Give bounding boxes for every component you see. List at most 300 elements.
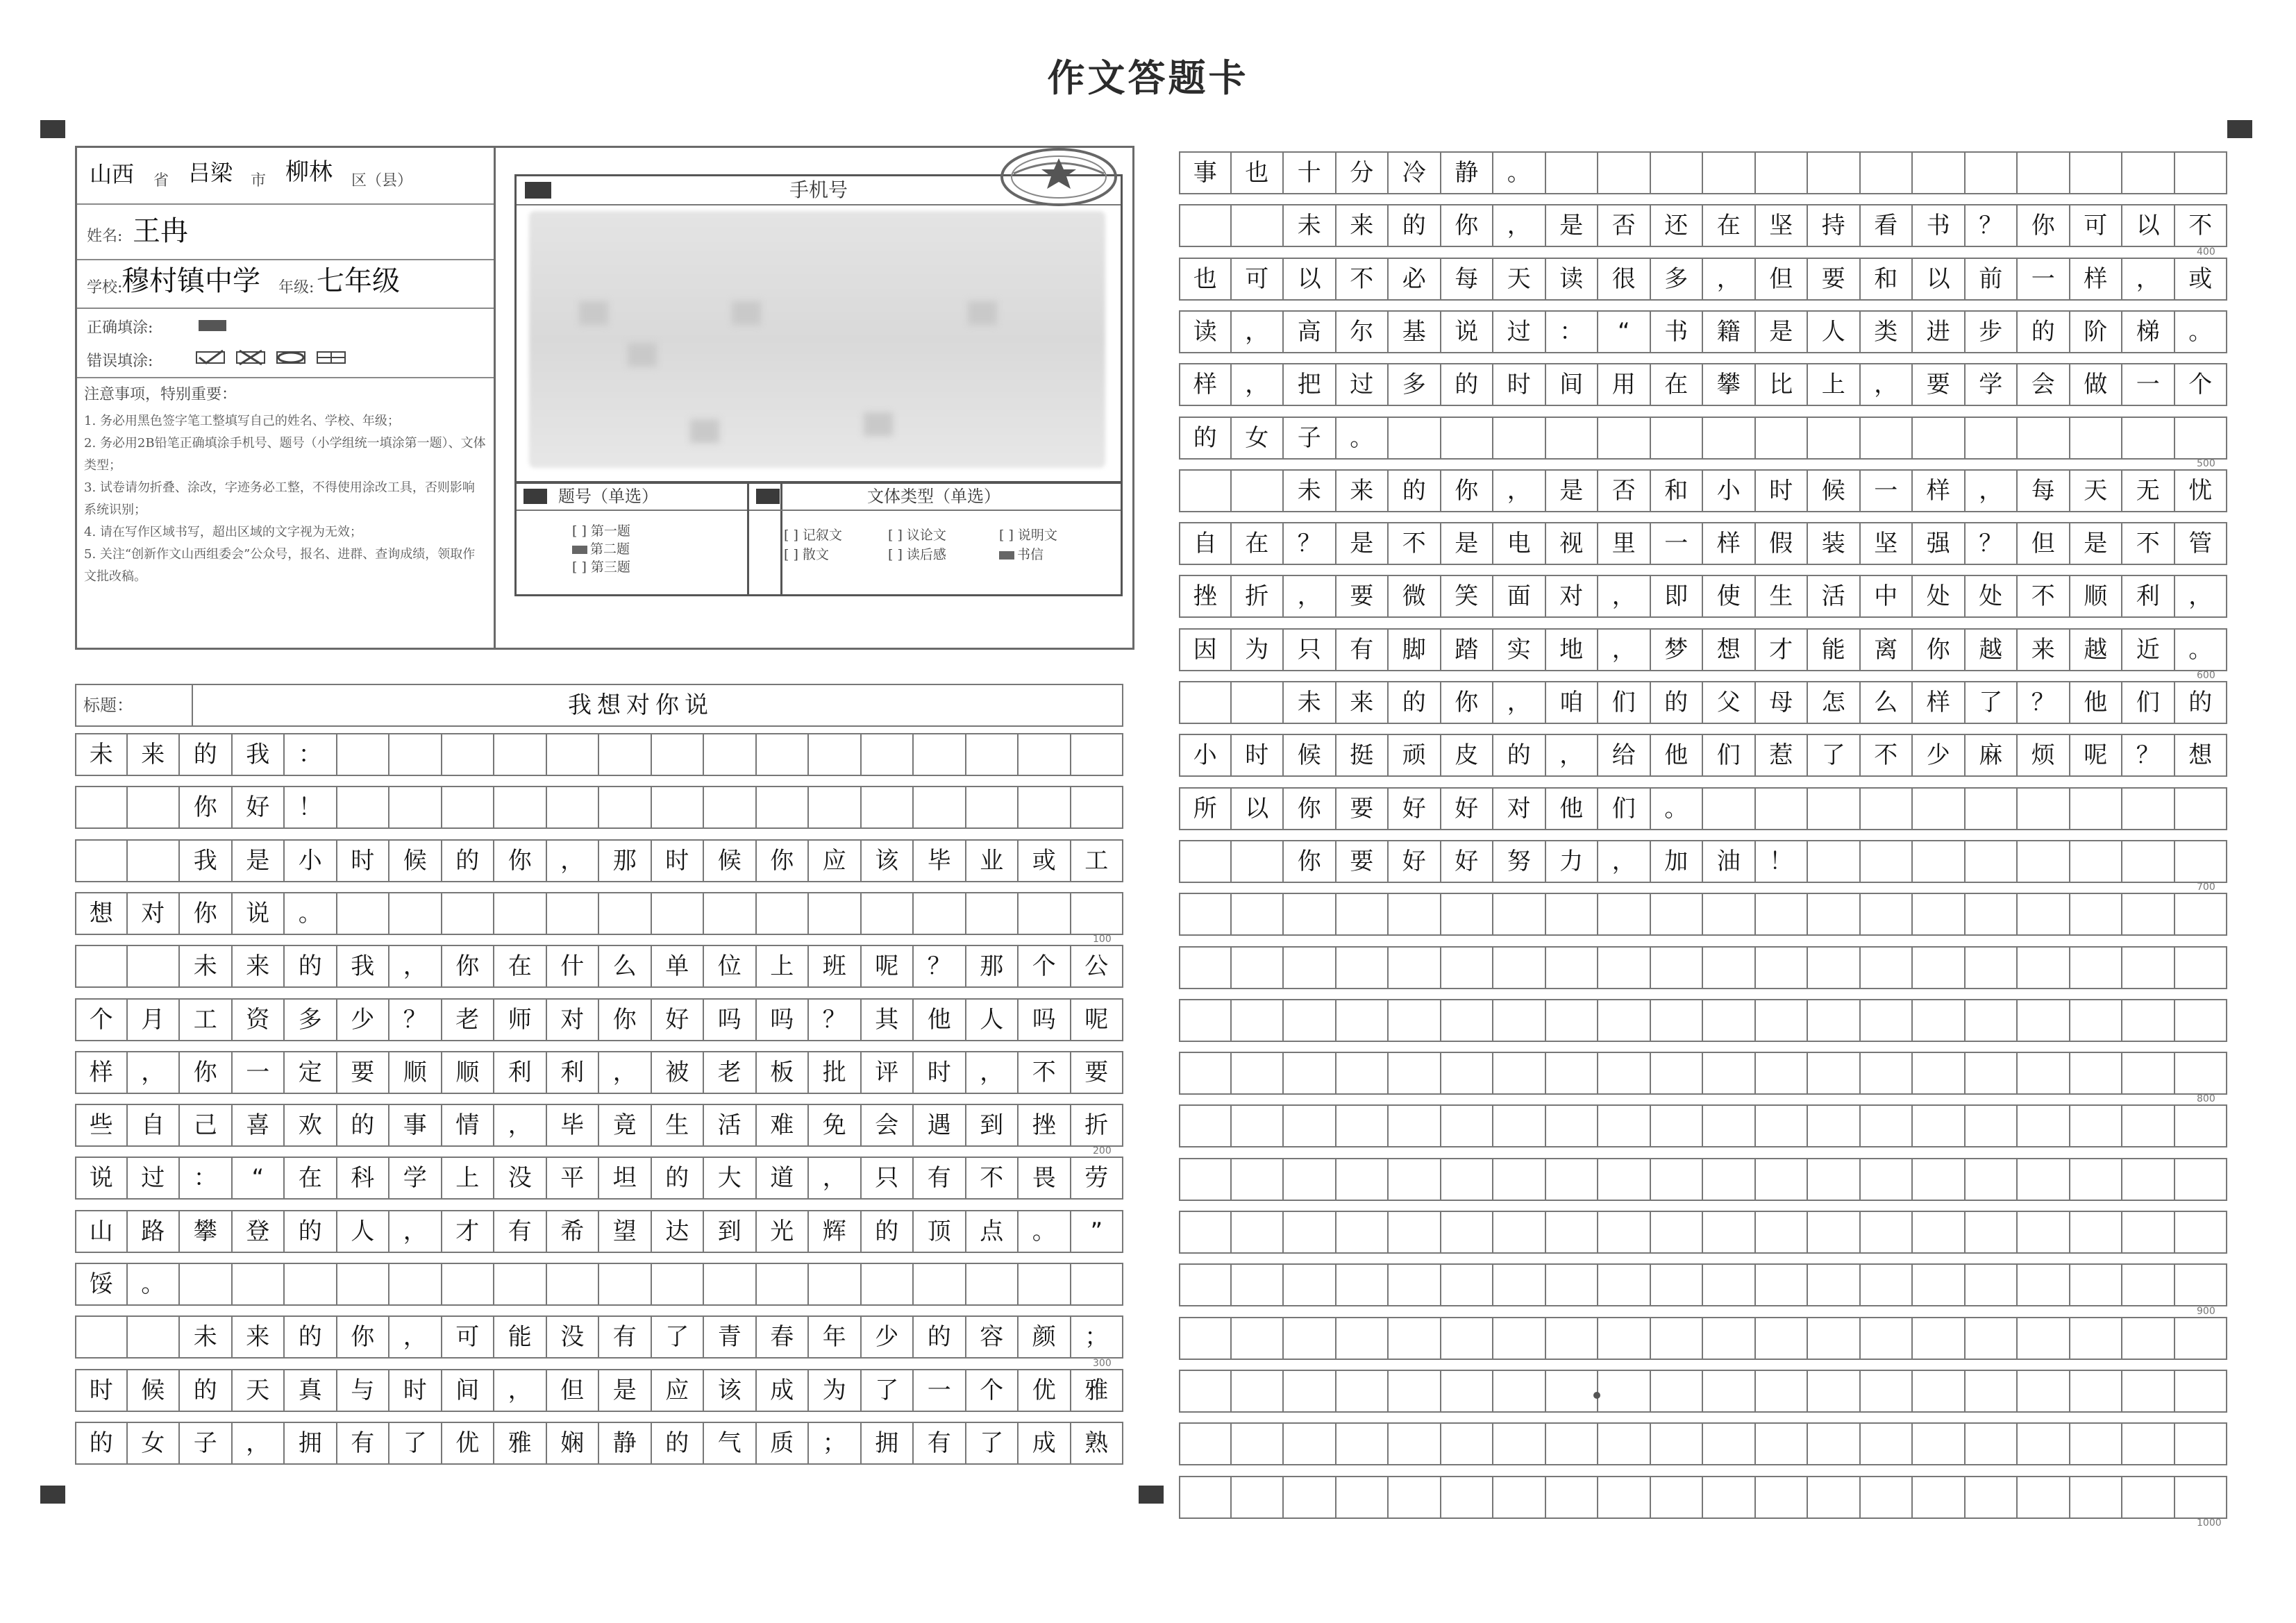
essay-cell	[1179, 1159, 1232, 1200]
essay-cell	[547, 893, 600, 934]
essay-cell	[1232, 1053, 1284, 1093]
essay-cell: 吗	[704, 1000, 757, 1040]
essay-cell: 不	[1389, 523, 1441, 564]
essay-cell: 小	[285, 841, 337, 881]
essay-cell: 烦	[2018, 735, 2070, 775]
essay-cell: 一	[1651, 523, 1704, 564]
essay-cell	[1232, 205, 1284, 246]
essay-cell: 的	[1651, 682, 1704, 723]
essay-cell: 但	[1756, 259, 1809, 299]
essay-cell	[1966, 948, 2018, 988]
essay-cell	[1493, 1371, 1546, 1411]
essay-cell	[704, 893, 757, 934]
essay-cell: 春	[757, 1317, 810, 1357]
essay-cell	[1756, 1424, 1809, 1464]
essay-cell: 吗	[1019, 1000, 1071, 1040]
essay-cell	[1861, 1265, 1913, 1305]
essay-cell: 近	[2122, 630, 2175, 670]
essay-cell	[389, 893, 442, 934]
note-item: 5. 关注“创新作文山西组委会”公众号，报名、进群、查询成绩，领取作文批改稿。	[84, 547, 476, 584]
essay-cell	[1389, 1265, 1441, 1305]
essay-cell: 学	[389, 1158, 442, 1198]
essay-row	[75, 839, 1123, 882]
question-option-label: 第二题	[590, 541, 630, 557]
essay-cell: 你	[1284, 789, 1336, 829]
essay-cell	[809, 893, 862, 934]
essay-cell	[1808, 1159, 1861, 1200]
essay-cell	[1861, 418, 1913, 458]
essay-cell	[757, 787, 810, 827]
essay-cell	[1598, 894, 1651, 934]
essay-cell	[1336, 1000, 1389, 1041]
essay-cell: ，	[389, 1317, 442, 1357]
essay-cell: 坦	[599, 1158, 652, 1198]
essay-cell: ，	[2175, 576, 2228, 616]
essay-cell: 样	[1703, 523, 1756, 564]
essay-cell: 候	[128, 1370, 181, 1411]
name-value: 王冉	[133, 215, 188, 247]
essay-cell	[1651, 1371, 1704, 1411]
essay-cell: 的	[180, 734, 233, 775]
essay-cell: 上	[757, 946, 810, 986]
essay-row	[1179, 258, 2227, 301]
note-item: 2. 务必用2B铅笔正确填涂手机号、题号（小学组统一填涂第一题）、文体类型；	[84, 436, 486, 473]
essay-cell: 的	[2175, 682, 2228, 723]
essay-cell: 未	[180, 1317, 233, 1357]
essay-cell: 你	[1441, 471, 1494, 511]
notes	[84, 384, 487, 588]
essay-cell	[1966, 1159, 2018, 1200]
essay-cell: 要	[1336, 576, 1389, 616]
essay-cell	[1389, 1212, 1441, 1252]
essay-cell: 否	[1598, 471, 1651, 511]
essay-cell	[1179, 1371, 1232, 1411]
genre-option-prose[interactable]: [ ] 散文	[784, 547, 829, 562]
essay-cell	[1493, 1477, 1546, 1517]
essay-cell	[1598, 1212, 1651, 1252]
essay-cell: 梯	[2122, 312, 2175, 352]
essay-cell: 样	[2070, 259, 2123, 299]
essay-cell: 在	[1703, 205, 1756, 246]
essay-cell: 皮	[1441, 735, 1494, 775]
essay-cell: 想	[2175, 735, 2228, 775]
essay-cell	[1966, 894, 2018, 934]
essay-cell	[1389, 1318, 1441, 1359]
essay-cell: 来	[2018, 630, 2070, 670]
essay-cell: 板	[757, 1052, 810, 1093]
essay-cell	[862, 787, 914, 827]
essay-cell: 的	[914, 1317, 966, 1357]
essay-cell: ？	[2018, 682, 2070, 723]
essay-cell	[1336, 1477, 1389, 1517]
essay-cell	[2175, 894, 2228, 934]
essay-cell: 真	[285, 1370, 337, 1411]
essay-cell	[1703, 153, 1756, 193]
essay-cell: 在	[494, 946, 547, 986]
essay-cell	[1703, 789, 1756, 829]
essay-cell	[494, 734, 547, 775]
essay-cell	[966, 787, 1019, 827]
essay-cell: 越	[1966, 630, 2018, 670]
essay-row	[75, 1369, 1123, 1412]
essay-cell: 微	[1389, 576, 1441, 616]
essay-cell	[1389, 1053, 1441, 1093]
essay-cell	[2122, 1212, 2175, 1252]
essay-cell: 的	[2018, 312, 2070, 352]
essay-cell	[2018, 1424, 2070, 1464]
question-select-box	[514, 481, 782, 596]
essay-cell: 顽	[1389, 735, 1441, 775]
essay-cell	[1966, 1265, 2018, 1305]
essay-cell: 事	[389, 1105, 442, 1145]
essay-cell: ：	[1546, 312, 1599, 352]
essay-cell	[1703, 1265, 1756, 1305]
essay-cell: ：	[180, 1158, 233, 1198]
essay-cell: 时	[1232, 735, 1284, 775]
essay-cell: 利	[547, 1052, 600, 1093]
essay-row	[1179, 893, 2227, 936]
essay-cell	[1441, 894, 1494, 934]
essay-cell: 有	[599, 1317, 652, 1357]
essay-cell	[2175, 1477, 2228, 1517]
essay-cell: 自	[1179, 523, 1232, 564]
essay-cell: 也	[1232, 153, 1284, 193]
essay-cell: 冷	[1389, 153, 1441, 193]
emblem-logo	[1000, 146, 1118, 208]
school-row	[77, 259, 494, 309]
essay-cell	[1071, 787, 1124, 827]
essay-cell	[389, 1264, 442, 1304]
essay-cell	[547, 787, 600, 827]
essay-cell: 辉	[809, 1211, 862, 1252]
essay-cell	[1232, 1000, 1284, 1041]
essay-cell: 。	[1019, 1211, 1071, 1252]
essay-cell: 过	[128, 1158, 181, 1198]
essay-row	[75, 998, 1123, 1041]
essay-row	[75, 945, 1123, 988]
essay-cell	[2122, 1371, 2175, 1411]
essay-cell: 中	[1861, 576, 1913, 616]
essay-cell	[2122, 1000, 2175, 1041]
genre-option-narrative[interactable]: [ ] 记叙文	[784, 528, 842, 543]
essay-cell: 无	[2122, 471, 2175, 511]
essay-cell: ，	[1493, 682, 1546, 723]
essay-row	[75, 1104, 1123, 1147]
essay-cell: 你	[442, 946, 495, 986]
essay-cell: 给	[1598, 735, 1651, 775]
essay-cell: 所	[1179, 789, 1232, 829]
essay-cell: 好	[652, 1000, 705, 1040]
essay-cell: 用	[1598, 364, 1651, 405]
essay-cell	[1913, 1371, 1966, 1411]
essay-cell	[337, 893, 390, 934]
filled-bubble	[999, 551, 1014, 560]
question-option-1[interactable]: [ ] 第一题	[572, 523, 630, 539]
genre-option-letter[interactable]	[999, 544, 1044, 563]
essay-cell: 多	[1651, 259, 1704, 299]
essay-cell: 但	[547, 1370, 600, 1411]
essay-cell: 来	[1336, 682, 1389, 723]
essay-cell	[1389, 894, 1441, 934]
essay-cell: 子	[1284, 418, 1336, 458]
essay-cell: 们	[2122, 682, 2175, 723]
essay-cell: 容	[966, 1317, 1019, 1357]
essay-cell: 好	[1389, 789, 1441, 829]
genre-option-label: 书信	[1017, 547, 1044, 562]
essay-cell: 书	[1913, 205, 1966, 246]
essay-cell	[652, 734, 705, 775]
question-option-2[interactable]	[572, 539, 630, 557]
essay-cell	[1071, 734, 1124, 775]
essay-cell	[1861, 1053, 1913, 1093]
essay-cell: 免	[809, 1105, 862, 1145]
essay-cell: 静	[599, 1423, 652, 1463]
essay-cell: 批	[809, 1052, 862, 1093]
title-row	[75, 684, 1123, 727]
essay-cell: 的	[1389, 205, 1441, 246]
essay-cell	[1336, 1053, 1389, 1093]
essay-cell: 位	[704, 946, 757, 986]
essay-row	[1179, 204, 2227, 247]
essay-cell	[1441, 1371, 1494, 1411]
essay-cell: 师	[494, 1000, 547, 1040]
essay-cell: 少	[337, 1000, 390, 1040]
essay-cell: 一	[233, 1052, 285, 1093]
genre-option-review[interactable]: [ ] 读后感	[888, 547, 946, 562]
essay-cell: 道	[757, 1158, 810, 1198]
essay-cell	[442, 787, 495, 827]
essay-cell: 年	[809, 1317, 862, 1357]
genre-option-argumentative[interactable]: [ ] 议论文	[888, 528, 946, 543]
essay-cell: 你	[757, 841, 810, 881]
essay-cell	[1232, 1318, 1284, 1359]
essay-cell: 畏	[1019, 1158, 1071, 1198]
essay-cell	[1861, 1424, 1913, 1464]
question-option-3[interactable]: [ ] 第三题	[572, 560, 630, 575]
essay-cell: 未	[180, 946, 233, 986]
essay-cell	[1493, 1265, 1546, 1305]
essay-cell: 或	[2175, 259, 2228, 299]
essay-cell	[1493, 1159, 1546, 1200]
essay-cell: ，	[1232, 312, 1284, 352]
essay-row	[75, 1263, 1123, 1306]
essay-cell	[1808, 1371, 1861, 1411]
essay-cell: 候	[389, 841, 442, 881]
essay-cell	[1019, 1264, 1071, 1304]
essay-cell	[704, 734, 757, 775]
essay-cell: 娴	[547, 1423, 600, 1463]
essay-cell	[1179, 1265, 1232, 1305]
essay-cell	[1546, 1212, 1599, 1252]
essay-cell	[389, 787, 442, 827]
essay-cell: 要	[1336, 841, 1389, 882]
essay-cell	[1703, 1477, 1756, 1517]
essay-cell	[1441, 418, 1494, 458]
essay-cell: 间	[442, 1370, 495, 1411]
essay-cell: 攀	[1703, 364, 1756, 405]
essay-cell: 离	[1861, 630, 1913, 670]
essay-cell	[2122, 1318, 2175, 1359]
essay-cell: 不	[1861, 735, 1913, 775]
essay-cell: 我	[180, 841, 233, 881]
essay-cell: 候	[1284, 735, 1336, 775]
essay-cell	[1913, 1000, 1966, 1041]
essay-cell	[1179, 841, 1232, 882]
essay-cell	[337, 734, 390, 775]
essay-cell: ？	[1966, 205, 2018, 246]
essay-cell	[337, 1264, 390, 1304]
school-label: 学校:	[87, 279, 123, 296]
essay-cell: 了	[862, 1370, 914, 1411]
phone-digits-redacted	[529, 211, 1105, 468]
essay-cell	[1598, 948, 1651, 988]
essay-cell: 望	[599, 1211, 652, 1252]
city-label: 市	[251, 172, 267, 190]
essay-cell: 没	[547, 1317, 600, 1357]
essay-cell: 的	[1389, 682, 1441, 723]
essay-cell: ，	[1546, 735, 1599, 775]
essay-cell: 折	[1232, 576, 1284, 616]
essay-cell	[1493, 1053, 1546, 1093]
essay-cell	[75, 787, 128, 827]
essay-cell: 父	[1703, 682, 1756, 723]
essay-cell	[1756, 153, 1809, 193]
essay-cell: 工	[180, 1000, 233, 1040]
essay-cell: 难	[757, 1105, 810, 1145]
essay-cell: 。	[2175, 630, 2228, 670]
essay-cell	[1966, 1000, 2018, 1041]
essay-cell: 。	[285, 893, 337, 934]
essay-cell: 也	[1179, 259, 1232, 299]
essay-cell	[1389, 1371, 1441, 1411]
essay-cell: 在	[1232, 523, 1284, 564]
essay-cell	[442, 893, 495, 934]
title-label-cell	[75, 685, 193, 725]
district-label: 区（县）	[351, 172, 413, 190]
essay-cell: 进	[1913, 312, 1966, 352]
essay-cell: 事	[1179, 153, 1232, 193]
essay-cell: 笑	[1441, 576, 1494, 616]
essay-cell: 攀	[180, 1211, 233, 1252]
essay-cell	[1389, 1424, 1441, 1464]
essay-cell: 母	[1756, 682, 1809, 723]
genre-option-expository[interactable]: [ ] 说明文	[999, 528, 1057, 543]
essay-cell	[1071, 1264, 1124, 1304]
essay-row	[1179, 469, 2227, 512]
essay-cell: 越	[2070, 630, 2123, 670]
essay-cell	[2175, 418, 2228, 458]
essay-cell	[1546, 894, 1599, 934]
essay-cell	[704, 1264, 757, 1304]
essay-cell: 你	[180, 893, 233, 934]
essay-cell: 多	[1389, 364, 1441, 405]
essay-cell	[285, 1264, 337, 1304]
essay-cell: 该	[704, 1370, 757, 1411]
essay-cell	[2175, 1053, 2228, 1093]
essay-cell	[599, 734, 652, 775]
essay-cell: ：	[285, 734, 337, 775]
essay-row	[1179, 1052, 2227, 1095]
essay-cell	[652, 787, 705, 827]
essay-cell	[1546, 1477, 1599, 1517]
essay-cell	[1336, 1159, 1389, 1200]
essay-cell: 小	[1179, 735, 1232, 775]
essay-cell	[1808, 1212, 1861, 1252]
essay-cell: 了	[652, 1317, 705, 1357]
essay-cell	[2175, 841, 2228, 882]
essay-cell: 雅	[1071, 1370, 1124, 1411]
essay-cell	[233, 1264, 285, 1304]
essay-cell: 做	[2070, 364, 2123, 405]
essay-cell	[1966, 1106, 2018, 1146]
page-title: 作文答题卡	[1047, 56, 1249, 100]
essay-cell	[1179, 1212, 1232, 1252]
essay-cell	[1441, 1424, 1494, 1464]
essay-cell	[2175, 1106, 2228, 1146]
essay-cell: 活	[704, 1105, 757, 1145]
essay-cell: 管	[2175, 523, 2228, 564]
essay-row	[1179, 681, 2227, 724]
essay-cell	[1232, 471, 1284, 511]
redacted-bubble	[628, 343, 657, 367]
essay-cell	[2122, 1477, 2175, 1517]
essay-cell: 业	[966, 841, 1019, 881]
essay-cell: ？	[914, 946, 966, 986]
essay-cell: ，	[1861, 364, 1913, 405]
essay-cell	[1913, 418, 1966, 458]
essay-cell	[2070, 1106, 2123, 1146]
essay-cell: 他	[1546, 789, 1599, 829]
essay-cell: 天	[1493, 259, 1546, 299]
essay-cell	[128, 787, 181, 827]
essay-cell	[2122, 1053, 2175, 1093]
essay-cell	[704, 787, 757, 827]
essay-cell: 女	[128, 1423, 181, 1463]
essay-cell	[1232, 841, 1284, 882]
essay-cell: ！	[285, 787, 337, 827]
city-value: 吕梁	[188, 160, 233, 186]
essay-cell: 呢	[2070, 735, 2123, 775]
essay-cell: 了	[966, 1423, 1019, 1463]
essay-cell	[1389, 1477, 1441, 1517]
essay-cell	[1179, 471, 1232, 511]
essay-cell: 时	[1493, 364, 1546, 405]
essay-cell	[494, 1264, 547, 1304]
essay-cell	[1441, 1477, 1494, 1517]
essay-cell	[2122, 153, 2175, 193]
essay-cell: 。	[1651, 789, 1704, 829]
essay-cell	[1179, 894, 1232, 934]
essay-cell: 你	[1913, 630, 1966, 670]
essay-row	[1179, 417, 2227, 460]
essay-cell: 必	[1389, 259, 1441, 299]
essay-row	[1179, 363, 2227, 406]
essay-cell: 。	[1336, 418, 1389, 458]
essay-cell: 到	[966, 1105, 1019, 1145]
word-count-marker: 1000	[2197, 1517, 2222, 1529]
essay-cell: 来	[128, 734, 181, 775]
essay-cell	[1232, 1371, 1284, 1411]
essay-row	[1179, 151, 2227, 194]
essay-cell	[1179, 1477, 1232, 1517]
essay-cell	[1651, 1318, 1704, 1359]
essay-cell: ？	[1284, 523, 1336, 564]
essay-cell: 少	[1913, 735, 1966, 775]
essay-cell	[1808, 1265, 1861, 1305]
essay-cell: ，	[1493, 205, 1546, 246]
essay-cell	[2175, 153, 2228, 193]
essay-cell: 没	[494, 1158, 547, 1198]
